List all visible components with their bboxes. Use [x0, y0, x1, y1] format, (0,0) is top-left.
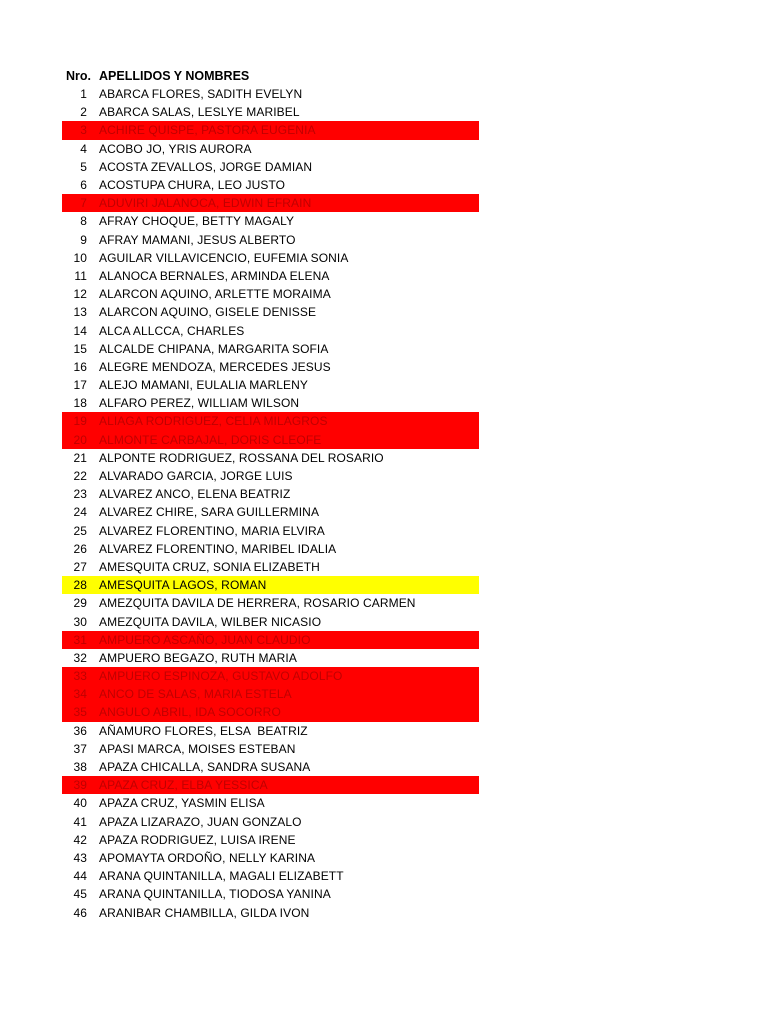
table-row	[62, 194, 479, 212]
table-row	[62, 376, 479, 394]
row-number: 29	[73, 596, 87, 611]
row-number: 43	[73, 850, 87, 865]
row-number: 46	[73, 905, 87, 920]
row-full-name: ALFARO PEREZ, WILLIAM WILSON	[99, 396, 300, 411]
row-number: 21	[73, 450, 87, 465]
row-number: 13	[73, 305, 87, 320]
name-list-sheet	[62, 67, 479, 922]
row-number: 1	[80, 87, 87, 102]
table-row	[62, 522, 479, 540]
row-number: 37	[73, 741, 87, 756]
table-row	[62, 467, 479, 485]
table-row	[62, 85, 479, 103]
row-number: 2	[80, 105, 87, 120]
row-number: 44	[73, 869, 87, 884]
table-row	[62, 667, 479, 685]
table-row	[62, 321, 479, 339]
row-full-name: ABARCA FLORES, SADITH EVELYN	[99, 87, 303, 102]
row-full-name: ALARCON AQUINO, ARLETTE MORAIMA	[99, 287, 331, 302]
row-number: 7	[80, 196, 87, 211]
table-row	[62, 412, 479, 430]
table-row	[62, 758, 479, 776]
row-number: 8	[80, 214, 87, 229]
row-number: 17	[73, 378, 87, 393]
row-number: 45	[73, 887, 87, 902]
row-number: 41	[73, 814, 87, 829]
table-row	[62, 503, 479, 521]
row-full-name: AFRAY CHOQUE, BETTY MAGALY	[99, 214, 295, 229]
table-row	[62, 176, 479, 194]
row-full-name: ACOSTUPA CHURA, LEO JUSTO	[99, 178, 286, 193]
table-row	[62, 485, 479, 503]
table-row	[62, 121, 479, 139]
row-number: 22	[73, 469, 87, 484]
row-number: 4	[80, 141, 87, 156]
table-row	[62, 631, 479, 649]
table-row	[62, 685, 479, 703]
table-row	[62, 358, 479, 376]
table-row	[62, 340, 479, 358]
name-list	[62, 85, 479, 922]
table-row	[62, 594, 479, 612]
row-full-name: ACHIRE QUISPE, PASTORA EUGENIA	[99, 123, 316, 138]
row-number: 10	[73, 250, 87, 265]
header-names: APELLIDOS Y NOMBRES	[99, 69, 250, 83]
row-number: 30	[73, 614, 87, 629]
table-row	[62, 158, 479, 176]
row-number: 18	[73, 396, 87, 411]
row-number: 36	[73, 723, 87, 738]
row-full-name: APAZA CHICALLA, SANDRA SUSANA	[99, 760, 311, 775]
table-row	[62, 794, 479, 812]
row-full-name: ABARCA SALAS, LESLYE MARIBEL	[99, 105, 300, 120]
row-number: 19	[73, 414, 87, 429]
row-full-name: AMESQUITA CRUZ, SONIA ELIZABETH	[99, 559, 320, 574]
row-full-name: ALVARADO GARCIA, JORGE LUIS	[99, 469, 293, 484]
table-row	[62, 394, 479, 412]
table-header	[62, 67, 479, 85]
row-full-name: ALARCON AQUINO, GISELE DENISSE	[99, 305, 317, 320]
table-row	[62, 231, 479, 249]
row-full-name: ACOBO JO, YRIS AURORA	[99, 141, 252, 156]
row-number: 39	[73, 778, 87, 793]
row-number: 40	[73, 796, 87, 811]
row-number: 15	[73, 341, 87, 356]
row-full-name: AGUILAR VILLAVICENCIO, EUFEMIA SONIA	[99, 250, 349, 265]
row-full-name: ALMONTE CARBAJAL, DORIS CLEOFE	[99, 432, 322, 447]
row-full-name: ALPONTE RODRIGUEZ, ROSSANA DEL ROSARIO	[99, 450, 384, 465]
row-number: 12	[73, 287, 87, 302]
row-full-name: ALEGRE MENDOZA, MERCEDES JESUS	[99, 359, 331, 374]
row-number: 34	[73, 687, 87, 702]
row-full-name: ADUVIRI JALANOCA, EDWIN EFRAIN	[99, 196, 312, 211]
row-full-name: AÑAMURO FLORES, ELSA BEATRIZ	[99, 723, 308, 738]
row-number: 9	[80, 232, 87, 247]
table-row	[62, 449, 479, 467]
row-number: 23	[73, 487, 87, 502]
row-full-name: ARANA QUINTANILLA, MAGALI ELIZABETT	[99, 869, 344, 884]
row-full-name: APAZA CRUZ, YASMIN ELISA	[99, 796, 265, 811]
row-number: 35	[73, 705, 87, 720]
row-number: 32	[73, 650, 87, 665]
row-full-name: ANCO DE SALAS, MARIA ESTELA	[99, 687, 292, 702]
row-full-name: ALVAREZ FLORENTINO, MARIA ELVIRA	[99, 523, 325, 538]
row-full-name: APAZA RODRIGUEZ, LUISA IRENE	[99, 832, 296, 847]
row-number: 24	[73, 505, 87, 520]
table-row	[62, 140, 479, 158]
row-number: 11	[74, 268, 87, 283]
row-full-name: AMPUERO ESPINOZA, GUSTAVO ADOLFO	[99, 669, 343, 684]
table-row	[62, 831, 479, 849]
row-full-name: ALVAREZ CHIRE, SARA GUILLERMINA	[99, 505, 320, 520]
row-full-name: AMEZQUITA DAVILA, WILBER NICASIO	[99, 614, 322, 629]
row-number: 26	[73, 541, 87, 556]
table-row	[62, 285, 479, 303]
row-number: 25	[73, 523, 87, 538]
table-row	[62, 885, 479, 903]
row-full-name: AMPUERO BEGAZO, RUTH MARIA	[99, 650, 297, 665]
table-row	[62, 903, 479, 921]
table-row	[62, 649, 479, 667]
header-nro: Nro.	[66, 69, 91, 83]
row-number: 42	[73, 832, 87, 847]
table-row	[62, 612, 479, 630]
row-number: 31	[73, 632, 87, 647]
row-full-name: ACOSTA ZEVALLOS, JORGE DAMIAN	[99, 159, 313, 174]
row-full-name: APASI MARCA, MOISES ESTEBAN	[99, 741, 296, 756]
row-full-name: AMESQUITA LAGOS, ROMAN	[99, 578, 267, 593]
row-full-name: ALVAREZ ANCO, ELENA BEATRIZ	[99, 487, 291, 502]
table-row	[62, 431, 479, 449]
row-number: 5	[80, 159, 87, 174]
row-number: 28	[73, 578, 87, 593]
table-row	[62, 212, 479, 230]
table-row	[62, 722, 479, 740]
table-row	[62, 867, 479, 885]
table-row	[62, 267, 479, 285]
row-full-name: ANGULO ABRIL, IDA SOCORRO	[99, 705, 281, 720]
row-number: 14	[73, 323, 87, 338]
table-row	[62, 103, 479, 121]
row-number: 33	[73, 669, 87, 684]
row-full-name: APAZA LIZARAZO, JUAN GONZALO	[99, 814, 302, 829]
row-number: 16	[73, 359, 87, 374]
row-full-name: ALCA ALLCCA, CHARLES	[99, 323, 245, 338]
row-full-name: APAZA CRUZ, ELBA YESSICA	[99, 778, 268, 793]
table-row	[62, 558, 479, 576]
row-number: 38	[73, 760, 87, 775]
row-full-name: AFRAY MAMANI, JESUS ALBERTO	[99, 232, 296, 247]
row-full-name: APOMAYTA ORDOÑO, NELLY KARINA	[99, 850, 316, 865]
row-full-name: ARANIBAR CHAMBILLA, GILDA IVON	[99, 905, 310, 920]
row-full-name: ALIAGA RODRIGUEZ, CELIA MILAGROS	[99, 414, 328, 429]
table-row	[62, 849, 479, 867]
table-row	[62, 740, 479, 758]
table-row	[62, 813, 479, 831]
row-full-name: ALANOCA BERNALES, ARMINDA ELENA	[99, 268, 330, 283]
table-row	[62, 576, 479, 594]
table-row	[62, 249, 479, 267]
row-number: 6	[80, 178, 87, 193]
row-full-name: ALEJO MAMANI, EULALIA MARLENY	[99, 378, 308, 393]
row-full-name: AMPUERO ASCAÑO, JUAN CLAUDIO	[99, 632, 311, 647]
table-row	[62, 776, 479, 794]
table-row	[62, 703, 479, 721]
row-full-name: ARANA QUINTANILLA, TIODOSA YANINA	[99, 887, 331, 902]
row-number: 27	[73, 559, 87, 574]
table-row	[62, 303, 479, 321]
row-number: 3	[80, 123, 87, 138]
table-row	[62, 540, 479, 558]
row-full-name: AMEZQUITA DAVILA DE HERRERA, ROSARIO CARMEN	[99, 596, 416, 611]
row-number: 20	[73, 432, 87, 447]
row-full-name: ALCALDE CHIPANA, MARGARITA SOFIA	[99, 341, 329, 356]
row-full-name: ALVAREZ FLORENTINO, MARIBEL IDALIA	[99, 541, 337, 556]
